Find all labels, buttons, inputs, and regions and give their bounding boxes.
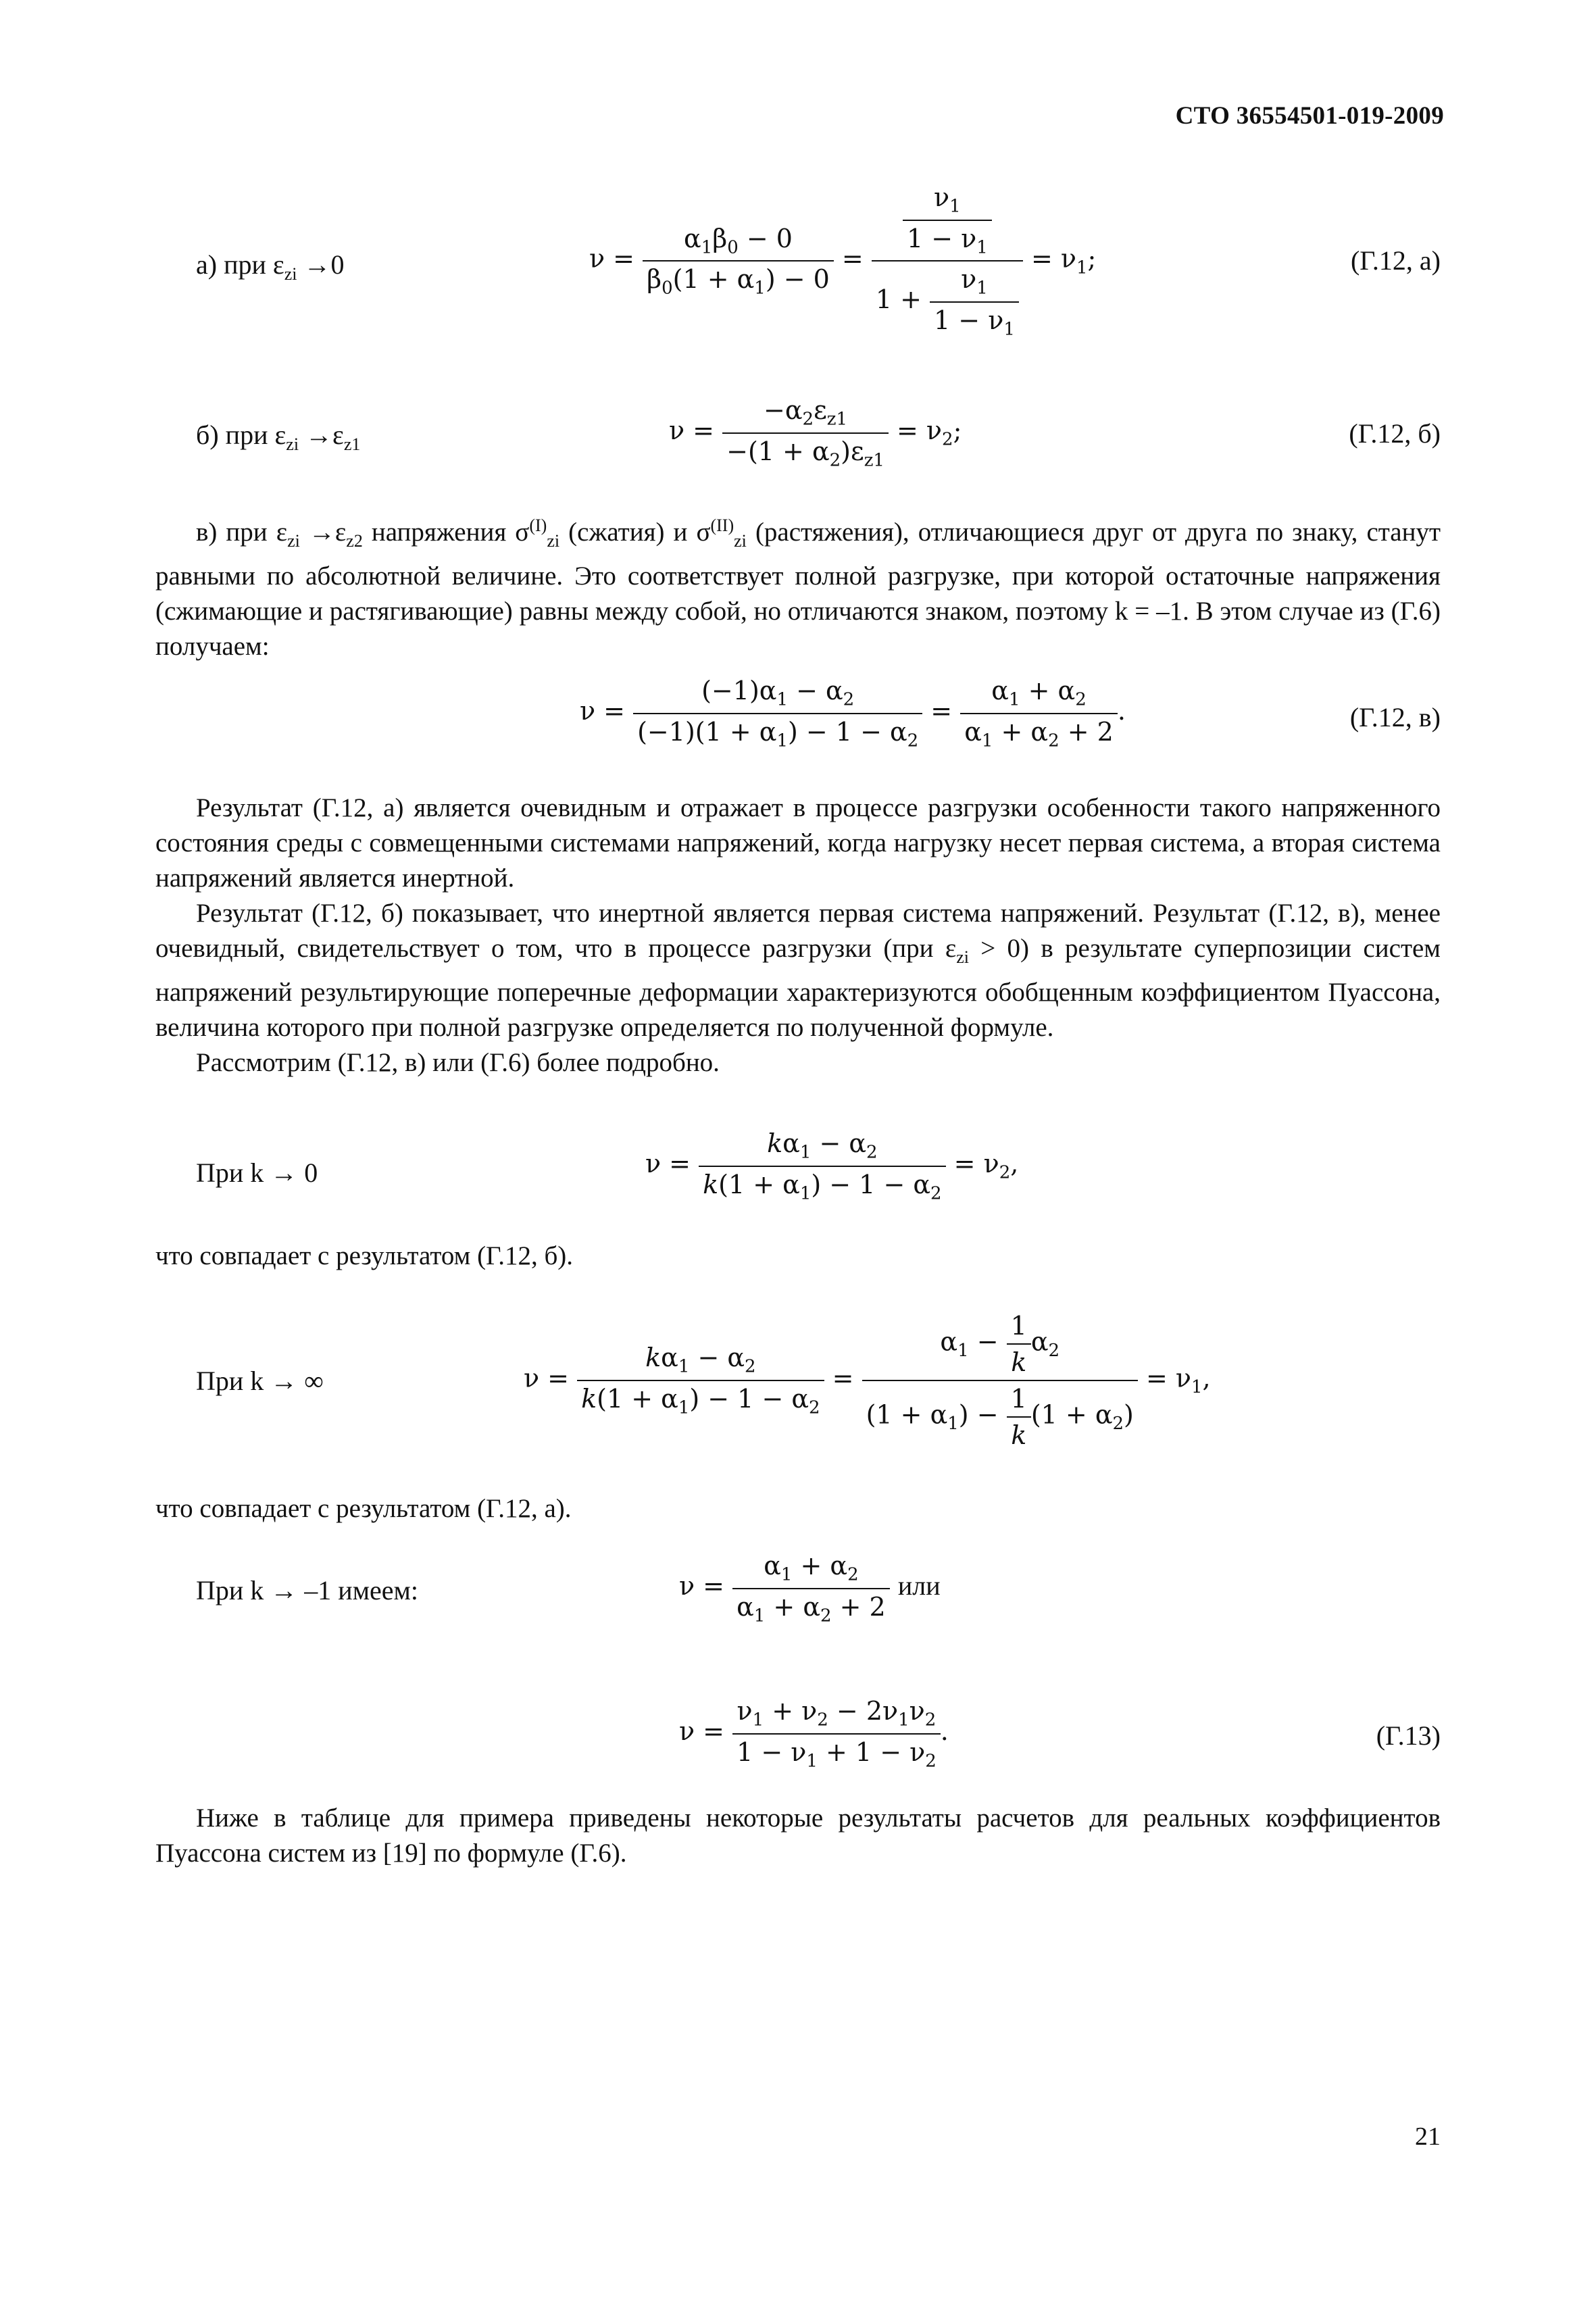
- case-a-condition: а) при $\varepsilon_{zi} \to 0$: [196, 249, 345, 284]
- document-code: СТО 36554501-019-2009: [1175, 102, 1444, 130]
- k-zero-condition: При k → 0: [196, 1158, 318, 1188]
- formula-k-infinity: ν = $\frac{k\alpha_1 - \alpha_2}{k(1 + \alpha_1) - 1 - \alpha_2}$ = $\alpha_1$ − $\frac{1}{k}$ $\alpha_2$ $(1 + \alpha_1)$ − $\frac{1}{k}$ $(1 + \alpha_2)$ = $\nu_1$,: [524, 1311, 1211, 1450]
- formula-k-zero: ν = $\frac{k\alpha_1 - \alpha_2}{k(1 + \alpha_1) - 1 - \alpha_2}$ = $\nu_2$,: [645, 1128, 1019, 1204]
- k-infinity-result: что совпадает с результатом (Г.12, а).: [155, 1494, 572, 1523]
- k-infinity-condition: При k → ∞: [196, 1366, 324, 1396]
- k-minus-one-condition: При k → –1 имеем:: [196, 1575, 418, 1605]
- equation-label-g12a: (Г.12, а): [1350, 245, 1441, 276]
- closing-paragraph: Ниже в таблице для примера приведены некоторые результаты расчетов для реальных коэффициентов Пуассона систем из [19] по формуле (Г.6).: [155, 1803, 1441, 1868]
- equation-label-g12c: (Г.12, в): [1349, 702, 1441, 732]
- formula-k-minus-one: ν = $\frac{\alpha_1 + \alpha_2}{\alpha_1 + \alpha_2 + 2}$ или: [679, 1551, 941, 1626]
- discussion-paragraphs: [155, 791, 1441, 1080]
- paragraph-2: Результат (Г.12, б) показывает, что инертной является первая система напряжений. Результат (Г.12, в), менее очевидный, свидетельствует о том, что в процессе разгрузки (при $\varepsilon_{zi} > 0$) в результате суперпозиции систем напряжений результирующие поперечные деформации характеризуются обобщенным коэффициентом Пуассона, величина которого при полной разгрузке определяется по полученной формуле.: [155, 899, 1441, 1042]
- case-c-paragraph: в) при $\varepsilon_{zi} \to\varepsilon_{z2}$ напряжения $\sigma^{(I)}_{zi}$ (сжатия) и $\sigma^{(II)}_{zi}$ (растяжения), отличающиеся друг от друга по знаку, станут равными по абсолютной величине. Это соответствует полной разгрузке, при которой остаточные напряжения (сжимающие и растягивающие) равны между собой, но отличаются знаком, поэтому k = –1. В этом случае из (Г.6) получаем:: [155, 516, 1441, 661]
- formula-g13: ν = $\frac{\nu_1 + \nu_2 - 2\nu_1\nu_2}{1 - \nu_1 + 1 - \nu_2}$ .: [679, 1696, 949, 1772]
- paragraph-3: Рассмотрим (Г.12, в) или (Г.6) более подробно.: [196, 1047, 720, 1077]
- formula-g12a: ν = $\frac{\alpha_1\beta_0 - 0}{\beta_0(1 + \alpha_1) - 0}$ = $\frac{\nu_1}{1 - \nu_1}$ 1 + $\frac{\nu_1}{1 - \nu_1}$ = $\nu_1$;: [589, 182, 1097, 340]
- equation-label-g12b: (Г.12, б): [1349, 418, 1441, 449]
- formula-g12b: ν = $\frac{-\alpha_2\varepsilon_{z1}}{-(1 + \alpha_2)\varepsilon_{z1}}$ = $\nu_2$;: [669, 395, 962, 471]
- k-zero-result: что совпадает с результатом (Г.12, б).: [155, 1241, 574, 1270]
- paragraph-1: Результат (Г.12, а) является очевидным и отражает в процессе разгрузки особенности такого напряженного состояния среды с совмещенными системами напряжений, когда нагрузку несет первая система, а вторая система напряжений является инертной.: [155, 793, 1441, 893]
- formula-g12c: ν = $\frac{(-1)\alpha_1 - \alpha_2}{(-1)(1 + \alpha_1) - 1 - \alpha_2}$ = $\frac{\alpha_1 + \alpha_2}{\alpha_1 + \alpha_2 + 2}$ .: [580, 676, 1126, 751]
- case-b-condition: б) при $\varepsilon_{zi} \to\varepsilon_{z1}$: [196, 420, 361, 454]
- equation-label-g13: (Г.13): [1376, 1720, 1441, 1751]
- page-number: 21: [1415, 2122, 1441, 2151]
